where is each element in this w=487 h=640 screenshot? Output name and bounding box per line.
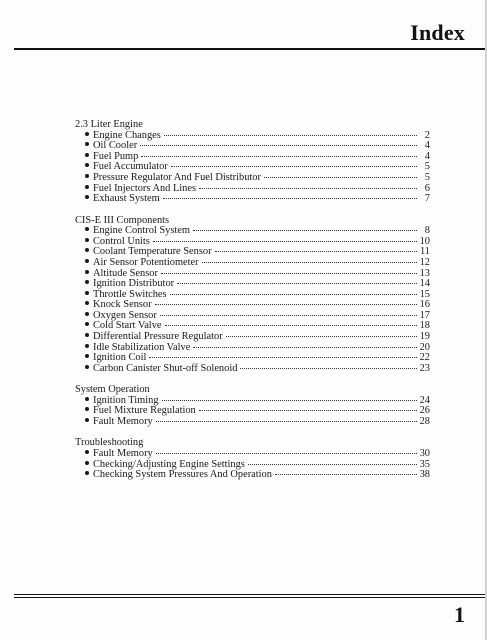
toc-entry-page: 14 [419,278,430,290]
dot-leader [226,335,417,337]
toc-entry-page: 5 [424,161,430,173]
dot-leader [165,324,417,326]
toc-entry-page: 11 [419,246,430,258]
dot-leader [162,399,417,401]
toc-section [75,438,430,480]
toc-entry [75,258,430,269]
toc-entry-page: 2 [424,129,430,141]
dot-leader [199,409,417,411]
toc-entry [75,194,430,205]
page-number: 1 [454,602,465,627]
dot-leader [156,420,417,422]
toc-entry-page: 16 [419,299,430,311]
footer-rule-secondary [14,597,487,598]
dot-leader [164,134,417,136]
toc-entry-label: Pressure Regulator And Fuel Distributor [93,171,261,183]
toc-entry [75,364,430,375]
toc-entry-page: 7 [424,193,430,205]
toc-entry-label: Ignition Timing [93,394,159,406]
toc-entry-label: Ignition Coil [93,352,147,364]
toc-section [75,120,430,205]
dot-leader [160,314,417,316]
bullet-icon [85,142,89,146]
bullet-icon [85,163,89,167]
toc-entry-label: Differential Pressure Regulator [93,331,223,343]
dot-leader [248,463,417,465]
toc-entry-page: 4 [424,150,430,162]
toc-entry-page: 22 [419,352,430,364]
toc-entry-label: Idle Stabilization Valve [93,341,191,353]
bullet-icon [85,397,89,401]
toc-entry-page: 38 [419,469,430,481]
dot-leader [141,155,417,157]
toc-entry-page: 28 [419,416,430,428]
toc-entry-page: 18 [419,320,430,332]
bullet-icon [85,471,89,475]
toc-entry-label: Control Units [93,235,150,247]
bullet-icon [85,418,89,422]
bullet-icon [85,365,89,369]
toc-section-title: 2.3 Liter Engine [75,119,143,130]
toc-entry-label: Fuel Pump [93,150,139,162]
toc-entry-label: Ignition Distributor [93,278,175,290]
toc-entry-label: Exhaust System [93,193,160,205]
toc-section-title: Troubleshooting [75,437,144,449]
toc-entry-label: Oil Cooler [93,140,138,152]
bullet-icon [85,344,89,348]
dot-leader [170,293,417,295]
dot-leader [156,452,417,454]
dot-leader [161,272,417,274]
dot-leader [240,367,416,369]
toc-entry-page: 19 [419,331,430,343]
toc-entry-label: Fault Memory [93,448,153,460]
dot-leader [193,229,417,231]
toc-entry-label: Coolant Temperature Sensor [93,246,212,258]
toc-entry-label: Oxygen Sensor [93,309,157,321]
toc-entry-page: 12 [419,256,430,268]
toc-entry-label: Fault Memory [93,416,153,428]
bullet-icon [85,450,89,454]
bullet-icon [85,259,89,263]
toc-entry-label: Engine Changes [93,129,161,141]
toc-section [75,385,430,427]
dot-leader [163,197,417,199]
toc-entry-page: 30 [419,448,430,460]
dot-leader [171,165,417,167]
bullet-icon [85,132,89,136]
bullet-icon [85,227,89,231]
toc-entry-page: 5 [424,171,430,183]
bullet-icon [85,238,89,242]
dot-leader [264,176,417,178]
toc-entry-page: 6 [424,182,430,194]
dot-leader [177,282,417,284]
footer-rule [14,594,487,595]
dot-leader [140,144,417,146]
toc-section-title: CIS-E III Components [75,214,170,226]
toc-entry-page: 35 [419,458,430,470]
toc-entry [75,470,430,481]
bullet-icon [85,248,89,252]
toc-entry-label: Knock Sensor [93,299,152,311]
toc-entry-label: Checking/Adjusting Engine Settings [93,458,245,470]
toc-entry-label: Fuel Injectors And Lines [93,182,197,194]
bullet-icon [85,354,89,358]
toc-entry-label: Checking System Pressures And Operation [93,469,272,481]
header-rule [14,48,487,50]
toc-entry-page: 13 [419,267,430,279]
toc-entry-label: Air Sensor Potentiometer [93,256,199,268]
toc-entry [75,173,430,184]
bullet-icon [85,185,89,189]
dot-leader [202,261,417,263]
toc-entry-label: Fuel Accumulator [93,161,168,173]
table-of-contents [75,120,430,492]
toc-entry-page: 24 [419,394,430,406]
toc-entry [75,417,430,428]
bullet-icon [85,280,89,284]
toc-entry-page: 26 [419,405,430,417]
toc-entry-page: 8 [424,225,430,237]
bullet-icon [85,291,89,295]
toc-entry-label: Fuel Mixture Regulation [93,405,196,417]
dot-leader [199,187,417,189]
dot-leader [153,240,417,242]
toc-entry-page: 23 [419,362,430,374]
bullet-icon [85,461,89,465]
toc-entry-label: Engine Control System [93,225,190,237]
dot-leader [215,250,417,252]
toc-entry-label: Cold Start Valve [93,320,162,332]
dot-leader [193,346,416,348]
bullet-icon [85,322,89,326]
bullet-icon [85,407,89,411]
page-title: Index [410,20,465,45]
bullet-icon [85,174,89,178]
bullet-icon [85,301,89,305]
toc-entry-page: 4 [424,140,430,152]
bullet-icon [85,312,89,316]
toc-entry-page: 15 [419,288,430,300]
toc-entry-page: 10 [419,235,430,247]
bullet-icon [85,153,89,157]
bullet-icon [85,270,89,274]
dot-leader [275,473,417,475]
toc-section [75,216,430,375]
toc-section-title: System Operation [75,384,150,396]
toc-entry-page: 17 [419,309,430,321]
toc-entry-label: Throttle Switches [93,288,167,300]
toc-entry-label: Carbon Canister Shut-off Solenoid [93,362,238,374]
dot-leader [149,356,416,358]
bullet-icon [85,333,89,337]
dot-leader [155,303,417,305]
toc-entry-page: 20 [419,341,430,353]
toc-entry-label: Altitude Sensor [93,267,158,279]
bullet-icon [85,195,89,199]
